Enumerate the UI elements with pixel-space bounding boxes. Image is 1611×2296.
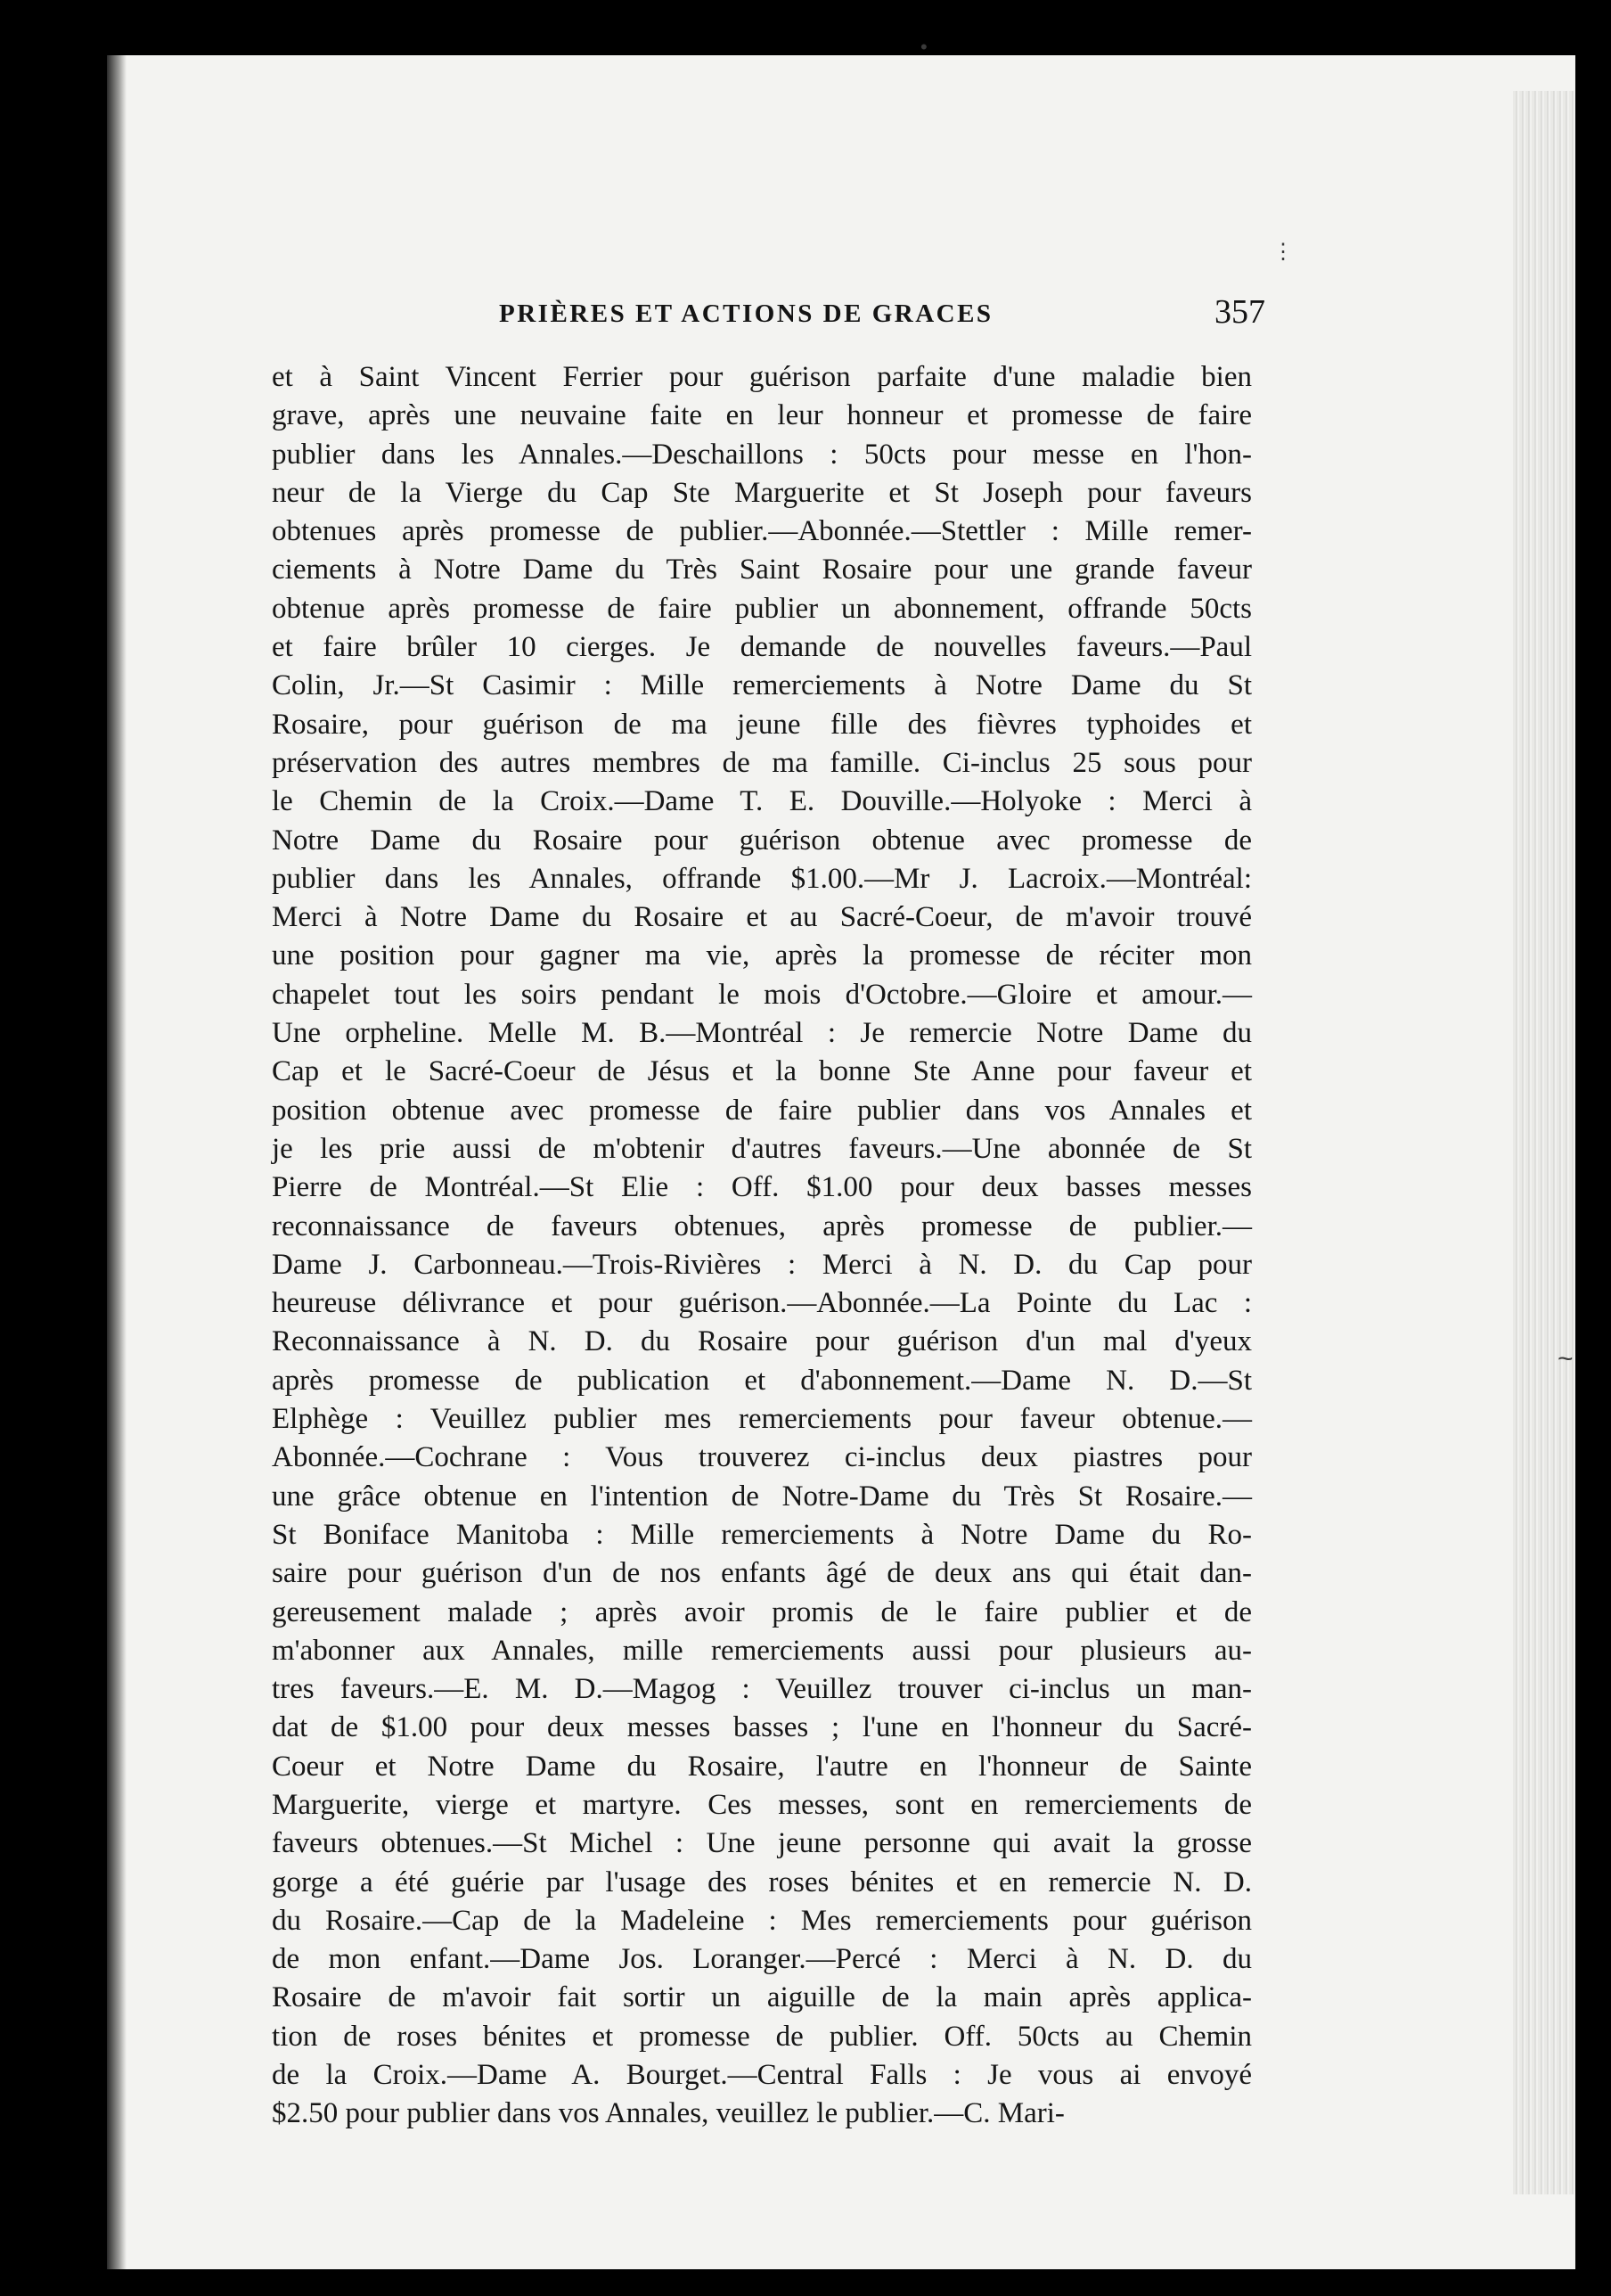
text-line: $2.50 pour publier dans vos Annales, veuillez le publier.—C. Mari- [272, 2097, 1065, 2130]
text-line: de la Croix.—Dame A. Bourget.—Central Falls : Je vous ai envoyé [272, 2059, 1252, 2092]
text-line: position obtenue avec promesse de faire publier dans vos Annales et [272, 1094, 1252, 1127]
text-line: Rosaire de m'avoir fait sortir un aiguille de la main après applica- [272, 1981, 1252, 2014]
running-title: PRIÈRES ET ACTIONS DE GRACES [499, 299, 994, 328]
text-line: ciements à Notre Dame du Très Saint Rosaire pour une grande faveur [272, 554, 1252, 586]
text-line: de mon enfant.—Dame Jos. Loranger.—Percé : Merci à N. D. du [272, 1943, 1252, 1976]
text-line: reconnaissance de faveurs obtenues, après promesse de publier.— [272, 1210, 1252, 1242]
text-line: Rosaire, pour guérison de ma jeune fille des fièvres typhoides et [272, 708, 1252, 741]
text-line: tion de roses bénites et promesse de publier. Off. 50cts au Chemin [272, 2020, 1252, 2053]
text-line: faveurs obtenues.—St Michel : Une jeune personne qui avait la grosse [272, 1827, 1252, 1860]
text-line: le Chemin de la Croix.—Dame T. E. Douville.—Holyoke : Merci à [272, 785, 1252, 818]
text-line: Pierre de Montréal.—St Elie : Off. $1.00 pour deux basses messes [272, 1171, 1252, 1204]
text-line: préservation des autres membres de ma famille. Ci-inclus 25 sous pour [272, 746, 1252, 779]
text-line: obtenue après promesse de faire publier un abonnement, offrande 50cts [272, 592, 1252, 625]
scan-speck: • [920, 36, 928, 58]
text-line: et à Saint Vincent Ferrier pour guérison parfaite d'une maladie bien [272, 361, 1252, 393]
text-line: Cap et le Sacré-Coeur de Jésus et la bonne Ste Anne pour faveur et [272, 1055, 1252, 1088]
text-line: saire pour guérison d'un de nos enfants âgé de deux ans qui était dan- [272, 1557, 1252, 1590]
text-line: Reconnaissance à N. D. du Rosaire pour guérison d'un mal d'yeux [272, 1325, 1252, 1358]
text-line: Une orpheline. Melle M. B.—Montréal : Je remercie Notre Dame du [272, 1017, 1252, 1050]
text-line: Merci à Notre Dame du Rosaire et au Sacré-Coeur, de m'avoir trouvé [272, 901, 1252, 934]
text-line: Notre Dame du Rosaire pour guérison obtenue avec promesse de [272, 824, 1252, 857]
text-line: Elphège : Veuillez publier mes remerciements pour faveur obtenue.— [272, 1403, 1252, 1436]
text-line: publier dans les Annales.—Deschaillons : 50cts pour messe en l'hon- [272, 438, 1252, 471]
text-line: Marguerite, vierge et martyre. Ces messes, sont en remerciements de [272, 1788, 1252, 1821]
text-line: St Boniface Manitoba : Mille remerciements à Notre Dame du Ro- [272, 1518, 1252, 1551]
text-line: publier dans les Annales, offrande $1.00.—Mr J. Lacroix.—Montréal: [272, 862, 1252, 895]
text-line: tres faveurs.—E. M. D.—Magog : Veuillez trouver ci-inclus un man- [272, 1673, 1252, 1706]
text-line: une position pour gagner ma vie, après la promesse de réciter mon [272, 939, 1252, 972]
text-line: Dame J. Carbonneau.—Trois-Rivières : Merci à N. D. du Cap pour [272, 1248, 1252, 1281]
scan-speck: ⋮ [1272, 240, 1294, 264]
text-line: Colin, Jr.—St Casimir : Mille remerciements à Notre Dame du St [272, 669, 1252, 702]
text-line: grave, après une neuvaine faite en leur honneur et promesse de faire [272, 399, 1252, 432]
text-line: et faire brûler 10 cierges. Je demande de nouvelles faveurs.—Paul [272, 631, 1252, 664]
page-number: 357 [1214, 293, 1265, 331]
text-line: m'abonner aux Annales, mille remerciements aussi pour plusieurs au- [272, 1634, 1252, 1667]
text-line: après promesse de publication et d'abonnement.—Dame N. D.—St [272, 1364, 1252, 1397]
text-line: neur de la Vierge du Cap Ste Marguerite et St Joseph pour faveurs [272, 476, 1252, 509]
text-line: dat de $1.00 pour deux messes basses ; l'une en l'honneur du Sacré- [272, 1711, 1252, 1744]
text-line: heureuse délivrance et pour guérison.—Abonnée.—La Pointe du Lac : [272, 1287, 1252, 1320]
text-line: une grâce obtenue en l'intention de Notre-Dame du Très St Rosaire.— [272, 1480, 1252, 1513]
text-line: gorge a été guérie par l'usage des roses bénites et en remercie N. D. [272, 1866, 1252, 1898]
text-line: Coeur et Notre Dame du Rosaire, l'autre en l'honneur de Sainte [272, 1750, 1252, 1783]
binding-shadow [107, 55, 127, 2269]
text-line: obtenues après promesse de publier.—Abonnée.—Stettler : Mille remer- [272, 515, 1252, 548]
text-line: chapelet tout les soirs pendant le mois d'Octobre.—Gloire et amour.— [272, 978, 1252, 1011]
text-line: je les prie aussi de m'obtenir d'autres faveurs.—Une abonnée de St [272, 1132, 1252, 1165]
scan-speck: ~ [1558, 1344, 1574, 1374]
text-line: Abonnée.—Cochrane : Vous trouverez ci-inclus deux piastres pour [272, 1441, 1252, 1474]
text-line: gereusement malade ; après avoir promis de le faire publier et de [272, 1595, 1252, 1628]
page-edges [1513, 91, 1575, 2194]
body-text [272, 358, 1252, 2134]
page-header [392, 292, 1283, 342]
text-line: du Rosaire.—Cap de la Madeleine : Mes remerciements pour guérison [272, 1904, 1252, 1937]
